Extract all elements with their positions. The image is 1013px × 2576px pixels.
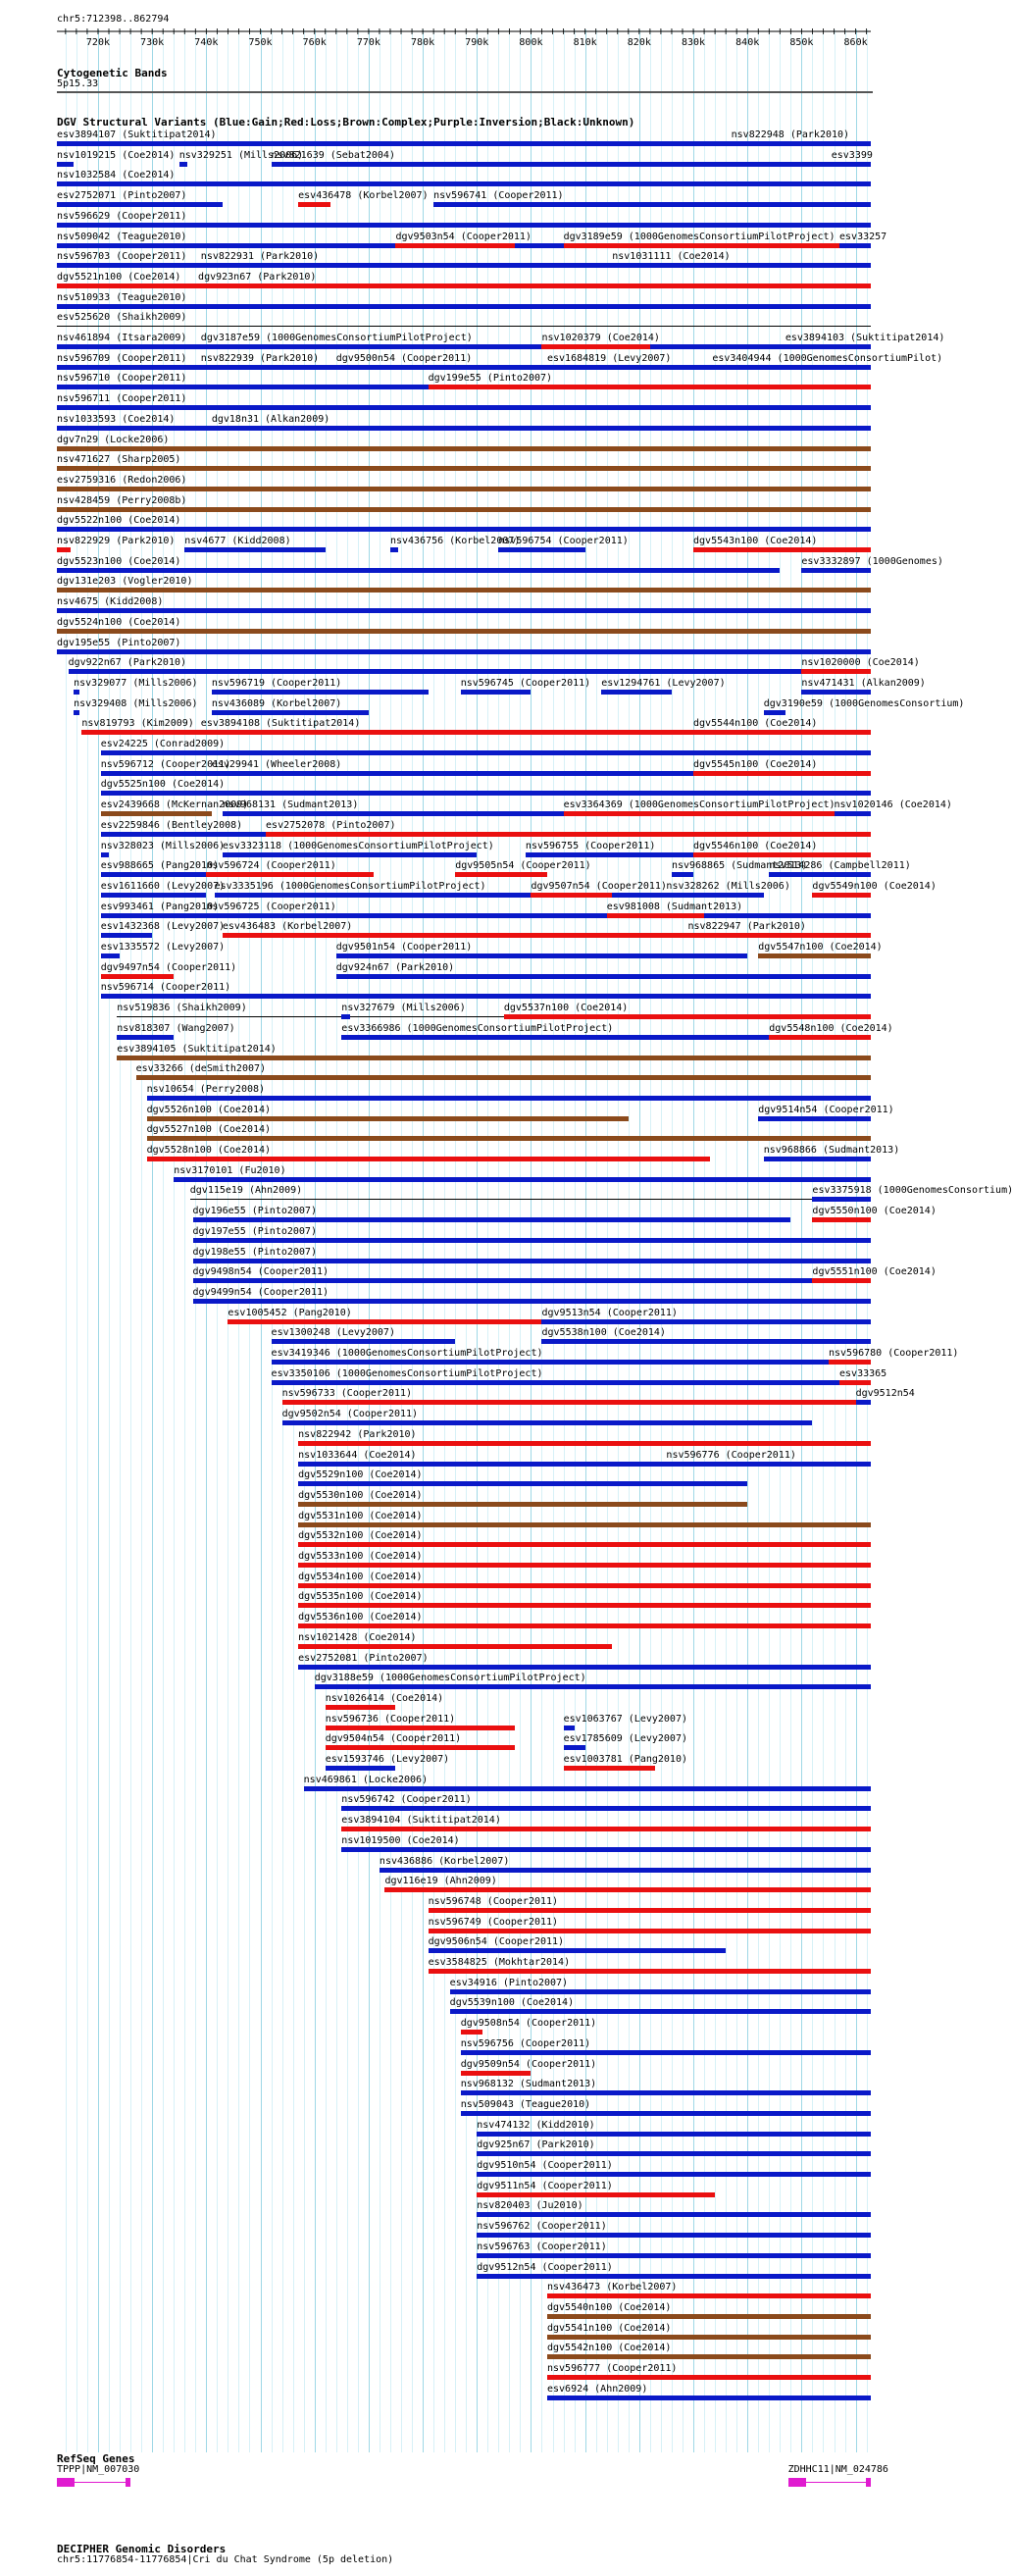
dgv-track-title: DGV Structural Variants (Blue:Gain;Red:Loss;Brown:Complex;Purple:Inversion;Black:Unknown) <box>57 116 635 129</box>
dgv-feature-label[interactable]: dgv9501n54 (Cooper2011) <box>335 942 473 953</box>
dgv-feature-label[interactable]: esv993461 (Pang2010) <box>100 901 220 912</box>
dgv-feature-label[interactable]: esv3323118 (1000GenomesConsortiumPilotProject) <box>222 840 494 851</box>
dgv-feature-label[interactable]: esv3419346 (1000GenomesConsortiumPilotProject) <box>271 1348 543 1359</box>
refseq-gene-exon[interactable] <box>788 2478 806 2487</box>
position-label: chr5:712398..862794 <box>57 14 170 25</box>
refseq-gene-label[interactable]: TPPP|NM_007030 <box>57 2464 140 2475</box>
dgv-feature-label[interactable]: esv1300248 (Levy2007) <box>271 1327 395 1339</box>
dgv-feature-label[interactable]: nsv10654 (Perry2008) <box>146 1083 266 1095</box>
refseq-gene-label[interactable]: ZDHHC11|NM_024786 <box>787 2464 888 2475</box>
dgv-feature-label[interactable]: nsv436886 (Korbel2007) <box>379 1855 510 1867</box>
dgv-feature-label[interactable]: dgv5531n100 (Coe2014) <box>298 1510 423 1521</box>
dgv-feature-label[interactable]: nsv818307 (Wang2007) <box>117 1022 235 1034</box>
dgv-feature-label[interactable]: nsv471627 (Sharp2005) <box>57 454 181 466</box>
dgv-feature-label[interactable]: dgv5547n100 (Coe2014) <box>758 942 883 953</box>
dgv-feature-label[interactable]: nsv596777 (Cooper2011) <box>547 2363 678 2374</box>
dgv-feature-label[interactable]: dgv9510n54 (Cooper2011) <box>477 2160 613 2171</box>
ruler-tick-label: 790k <box>465 37 489 48</box>
dgv-feature-label[interactable]: dgv5538n100 (Coe2014) <box>541 1327 666 1339</box>
dgv-feature-label[interactable]: dgv9497n54 (Cooper2011) <box>100 961 237 973</box>
dgv-feature-label[interactable]: esv1335572 (Levy2007) <box>100 942 226 953</box>
ruler-tick-label: 740k <box>194 37 219 48</box>
dgv-feature-label[interactable]: nsv4677 (Kidd2008) <box>184 536 291 546</box>
dgv-feature-label[interactable]: dgv9513n54 (Cooper2011) <box>541 1307 678 1318</box>
dgv-feature-label[interactable]: dgv9503n54 (Cooper2011) <box>395 231 532 242</box>
dgv-feature-label[interactable]: nsv596776 (Cooper2011) <box>666 1449 796 1461</box>
dgv-feature-label[interactable]: esv3894105 (Suktitipat2014) <box>117 1043 277 1055</box>
dgv-feature-label[interactable]: esv3404944 (1000GenomesConsortiumPilot) <box>712 352 943 364</box>
dgv-feature-label[interactable]: nsv327679 (Mills2006) <box>341 1003 466 1014</box>
dgv-feature-label[interactable]: nsv968866 (Sudmant2013) <box>763 1145 900 1156</box>
dgv-feature-label[interactable]: esv33365 <box>839 1367 887 1379</box>
dgv-feature-label[interactable]: nsv968131 (Sudmant2013) <box>222 799 359 811</box>
dgv-feature-label[interactable]: nsv1026414 (Coe2014) <box>325 1692 444 1704</box>
dgv-feature-label[interactable]: dgv9506n54 (Cooper2011) <box>428 1936 565 1948</box>
dgv-feature-label[interactable]: dgv5524n100 (Coe2014) <box>57 616 181 628</box>
dgv-feature-label[interactable]: dgv5544n100 (Coe2014) <box>693 718 818 730</box>
dgv-feature-label[interactable]: esv3894107 (Suktitipat2014) <box>57 129 217 140</box>
dgv-feature-label[interactable]: dgv3189e59 (1000GenomesConsortiumPilotProject) <box>563 231 836 242</box>
dgv-feature-label[interactable]: nsv436756 (Korbel2007) <box>389 536 521 546</box>
dgv-feature-label[interactable]: esv1063767 (Levy2007) <box>563 1713 687 1725</box>
dgv-feature-label[interactable]: dgv199e55 (Pinto2007) <box>428 373 553 385</box>
dgv-feature-label[interactable]: dgv5530n100 (Coe2014) <box>298 1489 423 1501</box>
dgv-feature-label[interactable]: dgv922n67 (Park2010) <box>68 657 187 669</box>
dgv-feature-label[interactable]: nsv4675 (Kidd2008) <box>57 596 164 608</box>
dgv-feature-label[interactable]: dgv195e55 (Pinto2007) <box>57 637 181 648</box>
dgv-feature-label[interactable]: nsv509043 (Teague2010) <box>460 2098 591 2110</box>
dgv-feature-label[interactable]: dgv5551n100 (Coe2014) <box>812 1266 937 1278</box>
dgv-feature-label[interactable]: nsv1033593 (Coe2014) <box>57 413 176 425</box>
dgv-feature-label[interactable]: dgv5521n100 (Coe2014) <box>57 271 181 283</box>
dgv-feature-label[interactable]: dgv9505n54 (Cooper2011) <box>455 860 591 872</box>
dgv-feature-label[interactable]: dgv5549n100 (Coe2014) <box>812 880 937 892</box>
dgv-feature-label[interactable]: nsv509042 (Teague2010) <box>57 231 187 242</box>
dgv-feature-label[interactable]: esv3894104 (Suktitipat2014) <box>341 1815 501 1827</box>
dgv-feature-label[interactable]: dgv5543n100 (Coe2014) <box>693 536 818 546</box>
dgv-feature-label[interactable]: esv1005452 (Pang2010) <box>228 1307 352 1318</box>
dgv-feature-label[interactable]: nsv819793 (Kim2009) <box>81 718 194 730</box>
dgv-feature-label[interactable]: nsv596748 (Cooper2011) <box>428 1895 559 1907</box>
dgv-feature-label[interactable]: dgv9507n54 (Cooper2011) <box>531 880 667 892</box>
ruler-tick-label: 850k <box>789 37 814 48</box>
dgv-feature-label[interactable]: nsv1021428 (Coe2014) <box>298 1631 417 1643</box>
ruler-tick-label: 800k <box>519 37 543 48</box>
dgv-feature-label[interactable]: nsv596712 (Cooper2011) <box>100 758 231 770</box>
dgv-feature-label[interactable]: nsv596725 (Cooper2011) <box>206 901 336 912</box>
dgv-feature-label[interactable]: nsv596755 (Cooper2011) <box>525 840 656 851</box>
dgv-feature-label[interactable]: nsv428459 (Perry2008b) <box>57 494 187 506</box>
dgv-feature-label[interactable]: dgv5540n100 (Coe2014) <box>547 2301 672 2313</box>
dgv-feature-label[interactable]: esv3335196 (1000GenomesConsortiumPilotProject) <box>214 880 486 892</box>
dgv-feature-label[interactable]: esv3894103 (Suktitipat2014) <box>785 333 945 343</box>
dgv-feature-label[interactable]: dgv9500n54 (Cooper2011) <box>335 352 473 364</box>
ruler-tick-label: 860k <box>843 37 868 48</box>
dgv-feature-label[interactable]: nsv514286 (Campbell2011) <box>769 860 911 872</box>
dgv-feature-label[interactable]: nsv596741 (Cooper2011) <box>433 190 564 202</box>
dgv-feature-label[interactable]: dgv5541n100 (Coe2014) <box>547 2322 672 2334</box>
dgv-feature-label[interactable]: nsv822948 (Park2010) <box>731 129 850 140</box>
dgv-feature-label[interactable]: esv3894108 (Suktitipat2014) <box>200 718 361 730</box>
dgv-feature-label[interactable]: esv24225 (Conrad2009) <box>100 739 226 749</box>
dgv-feature-label[interactable]: nsv822931 (Park2010) <box>200 251 320 263</box>
dgv-feature-label[interactable]: nsv596736 (Cooper2011) <box>325 1713 456 1725</box>
dgv-feature-label[interactable]: dgv9499n54 (Cooper2011) <box>192 1286 329 1298</box>
dgv-feature-label[interactable]: nsv822929 (Park2010) <box>57 536 176 546</box>
ruler-tick-label: 720k <box>85 37 111 48</box>
dgv-feature-label[interactable]: esv3364369 (1000GenomesConsortiumPilotProject) <box>563 799 836 811</box>
dgv-feature-label[interactable]: dgv5523n100 (Coe2014) <box>57 555 181 567</box>
dgv-feature-label[interactable]: esv1432368 (Levy2007) <box>100 921 226 933</box>
dgv-feature-label[interactable]: dgv9498n54 (Cooper2011) <box>192 1266 329 1278</box>
dgv-feature-label[interactable]: nsv329077 (Mills2006) <box>74 677 198 689</box>
dgv-feature-label[interactable]: nsv1020379 (Coe2014) <box>541 333 660 343</box>
dgv-feature-label[interactable]: dgv131e203 (Vogler2010) <box>57 576 193 588</box>
dgv-feature-label[interactable]: nsv3170101 (Fu2010) <box>174 1164 286 1176</box>
dgv-feature-label[interactable]: dgv198e55 (Pinto2007) <box>192 1246 317 1258</box>
dgv-feature-label[interactable]: dgv18n31 (Alkan2009) <box>211 413 330 425</box>
decipher-region: chr5:11776854-11776854|Cri du Chat Syndrome (5p deletion) <box>57 2554 394 2565</box>
dgv-feature-label[interactable]: dgv5536n100 (Coe2014) <box>298 1612 423 1623</box>
dgv-feature-label[interactable]: nsv596754 (Cooper2011) <box>498 536 629 546</box>
dgv-feature-label[interactable]: esv1684819 (Levy2007) <box>547 352 672 364</box>
dgv-feature-label[interactable]: dgv5542n100 (Coe2014) <box>547 2343 672 2354</box>
dgv-feature-label[interactable]: dgv9502n54 (Cooper2011) <box>281 1409 419 1420</box>
dgv-feature-label[interactable]: esv2752071 (Pinto2007) <box>57 190 187 202</box>
ruler-tick-label: 840k <box>735 37 760 48</box>
dgv-feature-label[interactable]: esv981008 (Sudmant2013) <box>606 901 743 912</box>
dgv-feature-label[interactable]: nsv596724 (Cooper2011) <box>206 860 336 872</box>
dgv-feature-label[interactable]: esv436483 (Korbel2007) <box>222 921 353 933</box>
dgv-feature-label[interactable]: dgv7n29 (Locke2006) <box>57 434 170 445</box>
dgv-feature-label[interactable]: nsv968865 (Sudmant2013) <box>671 860 808 872</box>
dgv-feature-label[interactable]: dgv5539n100 (Coe2014) <box>449 1997 575 2009</box>
dgv-feature-label[interactable]: dgv5525n100 (Coe2014) <box>100 779 226 791</box>
dgv-feature-label[interactable]: dgv9512n54 <box>855 1388 915 1400</box>
dgv-feature-label[interactable]: nsv596763 (Cooper2011) <box>477 2241 607 2252</box>
dgv-feature-label[interactable]: nsv469861 (Locke2006) <box>303 1774 429 1785</box>
dgv-feature-label[interactable]: nsv519836 (Shaikh2009) <box>117 1003 247 1014</box>
dgv-feature-label[interactable]: esv1611660 (Levy2007) <box>100 880 226 892</box>
dgv-feature-label[interactable]: nsv596749 (Cooper2011) <box>428 1916 559 1928</box>
dgv-feature-label[interactable]: nsv822942 (Park2010) <box>298 1428 417 1440</box>
dgv-feature-label[interactable]: nsv1020146 (Coe2014) <box>834 799 952 811</box>
dgv-feature-label[interactable]: nsv328262 (Mills2006) <box>666 880 790 892</box>
dgv-feature-label[interactable]: nsv596709 (Cooper2011) <box>57 352 187 364</box>
dgv-feature-label[interactable]: esv2759316 (Redon2006) <box>57 474 187 486</box>
dgv-feature-label[interactable]: dgv924n67 (Park2010) <box>335 961 455 973</box>
dgv-feature-label[interactable]: nsv1032584 (Coe2014) <box>57 170 176 181</box>
dgv-feature-label[interactable]: nsv596710 (Cooper2011) <box>57 373 187 385</box>
dgv-feature-label[interactable]: dgv5550n100 (Coe2014) <box>812 1206 937 1217</box>
dgv-feature-label[interactable]: dgv9512n54 (Cooper2011) <box>477 2261 613 2273</box>
dgv-feature-label[interactable]: dgv5522n100 (Coe2014) <box>57 515 181 527</box>
dgv-feature-label[interactable]: dgv9504n54 (Cooper2011) <box>325 1733 462 1745</box>
dgv-feature-label[interactable]: nsv822947 (Park2010) <box>687 921 806 933</box>
ruler-tick-label: 830k <box>681 37 706 48</box>
decipher-title: DECIPHER Genomic Disorders <box>57 2543 227 2555</box>
ruler-tick-label: 820k <box>627 37 651 48</box>
dgv-feature-label[interactable]: nsv1031111 (Coe2014) <box>612 251 731 263</box>
dgv-feature-label[interactable]: nsv596745 (Cooper2011) <box>460 677 591 689</box>
dgv-feature-label[interactable]: dgv5533n100 (Coe2014) <box>298 1551 423 1562</box>
refseq-gene-exon[interactable] <box>866 2478 871 2487</box>
dgv-feature-label[interactable]: dgv925n67 (Park2010) <box>477 2139 595 2151</box>
dgv-feature-label[interactable]: dgv9511n54 (Cooper2011) <box>477 2180 613 2191</box>
dgv-feature-label[interactable]: dgv5529n100 (Coe2014) <box>298 1469 423 1481</box>
dgv-feature-label[interactable]: esv3366986 (1000GenomesConsortiumPilotProject) <box>341 1022 614 1034</box>
dgv-feature-label[interactable]: nsv328023 (Mills2006) <box>100 840 226 851</box>
dgv-feature-label[interactable]: nsv596703 (Cooper2011) <box>57 251 187 263</box>
dgv-feature-label[interactable]: dgv5535n100 (Coe2014) <box>298 1591 423 1603</box>
dgv-feature-label[interactable]: dgv923n67 (Park2010) <box>198 271 317 283</box>
dgv-feature-label[interactable]: esv988665 (Pang2010) <box>100 860 220 872</box>
dgv-feature-label[interactable]: dgv197e55 (Pinto2007) <box>192 1225 317 1237</box>
dgv-feature-label[interactable]: dgv9508n54 (Cooper2011) <box>460 2018 597 2030</box>
dgv-feature-label[interactable]: esv3350106 (1000GenomesConsortiumPilotProject) <box>271 1367 543 1379</box>
dgv-feature-label[interactable]: esv2259846 (Bentley2008) <box>100 819 243 831</box>
dgv-feature-label[interactable]: dgv116e19 (Ahn2009) <box>384 1876 497 1887</box>
dgv-feature-label[interactable]: esv34916 (Pinto2007) <box>449 1977 569 1988</box>
dgv-feature-label[interactable]: dgv115e19 (Ahn2009) <box>189 1185 303 1197</box>
dgv-feature-label[interactable]: nsv471431 (Alkan2009) <box>801 677 926 689</box>
refseq-title: RefSeq Genes <box>57 2452 135 2465</box>
dgv-feature-label[interactable]: esv3399 <box>831 149 873 161</box>
dgv-feature-label[interactable]: nsv474132 (Kidd2010) <box>477 2119 595 2131</box>
dgv-feature-label[interactable]: nsv821639 (Sebat2004) <box>271 149 395 161</box>
dgv-feature-label[interactable]: nsv596719 (Cooper2011) <box>211 677 342 689</box>
dgv-feature-label[interactable]: esv33257 <box>839 231 887 242</box>
dgv-feature-label[interactable]: esv1785609 (Levy2007) <box>563 1733 687 1745</box>
dgv-feature-label[interactable]: nsv329408 (Mills2006) <box>74 697 198 709</box>
dgv-feature-label[interactable]: dgv5545n100 (Coe2014) <box>693 758 818 770</box>
dgv-feature-label[interactable]: nsv436089 (Korbel2007) <box>211 697 342 709</box>
dgv-feature-label[interactable]: dgv5527n100 (Coe2014) <box>146 1124 272 1136</box>
dgv-feature-label[interactable]: dgv5528n100 (Coe2014) <box>146 1145 272 1156</box>
ruler-tick-label: 760k <box>302 37 327 48</box>
dgv-feature-label[interactable]: nsv461894 (Itsara2009) <box>57 333 187 343</box>
dgv-feature-label[interactable]: nsv968132 (Sudmant2013) <box>460 2079 597 2090</box>
refseq-gene-exon[interactable] <box>126 2478 130 2487</box>
ruler-tick-label: 750k <box>248 37 273 48</box>
dgv-feature-label[interactable]: dgv5532n100 (Coe2014) <box>298 1530 423 1542</box>
dgv-feature-label[interactable]: dgv196e55 (Pinto2007) <box>192 1206 317 1217</box>
dgv-feature-label[interactable]: esv2439668 (McKernan2009) <box>100 799 249 811</box>
dgv-feature-label[interactable]: nsv596756 (Cooper2011) <box>460 2037 591 2049</box>
dgv-feature-label[interactable]: dgv3188e59 (1000GenomesConsortiumPilotProject) <box>314 1673 586 1684</box>
dgv-feature-label[interactable]: dgv3187e59 (1000GenomesConsortiumPilotProject) <box>200 333 473 343</box>
dgv-feature-label[interactable]: esv1003781 (Pang2010) <box>563 1754 687 1765</box>
dgv-feature-label[interactable]: esv1593746 (Levy2007) <box>325 1754 450 1765</box>
dgv-feature-label[interactable]: esv2752078 (Pinto2007) <box>266 819 396 831</box>
dgv-feature-label[interactable]: esv6924 (Ahn2009) <box>547 2383 648 2395</box>
dgv-feature-label[interactable]: nsv510933 (Teague2010) <box>57 291 187 303</box>
cytoband-title: Cytogenetic Bands <box>57 67 168 79</box>
dgv-feature-label[interactable]: nsv1033644 (Coe2014) <box>298 1449 417 1461</box>
dgv-feature-label[interactable]: nsv596629 (Cooper2011) <box>57 210 187 222</box>
dgv-feature-label[interactable]: esv3584825 (Mokhtar2014) <box>428 1957 571 1968</box>
dgv-feature-label[interactable]: nsv596780 (Cooper2011) <box>828 1348 959 1359</box>
dgv-feature-label[interactable]: nsv822939 (Park2010) <box>200 352 320 364</box>
dgv-feature-label[interactable]: esv3375918 (1000GenomesConsortium) <box>812 1185 1013 1197</box>
dgv-feature-label[interactable]: nsv596762 (Cooper2011) <box>477 2221 607 2233</box>
dgv-feature-label[interactable]: nsv1020000 (Coe2014) <box>801 657 920 669</box>
dgv-feature-label[interactable]: esv1294761 (Levy2007) <box>601 677 726 689</box>
dgv-feature-label[interactable]: dgv5548n100 (Coe2014) <box>769 1022 893 1034</box>
dgv-feature-label[interactable]: dgv5526n100 (Coe2014) <box>146 1104 272 1115</box>
dgv-feature-label[interactable]: nsv329251 (Mills2006) <box>178 149 304 161</box>
dgv-feature-label[interactable]: dgv5537n100 (Coe2014) <box>503 1003 629 1014</box>
ruler-tick-label: 810k <box>573 37 597 48</box>
dgv-feature-label[interactable]: nsv596714 (Cooper2011) <box>100 982 231 994</box>
dgv-feature-label[interactable]: esv29941 (Wheeler2008) <box>211 758 342 770</box>
dgv-feature-label[interactable]: dgv5534n100 (Coe2014) <box>298 1571 423 1582</box>
dgv-feature-label[interactable]: esv525620 (Shaikh2009) <box>57 312 187 324</box>
dgv-feature-label[interactable]: esv2752081 (Pinto2007) <box>298 1652 429 1664</box>
dgv-feature-label[interactable]: nsv820403 (Ju2010) <box>477 2200 583 2212</box>
ruler-tick-label: 730k <box>140 37 165 48</box>
dgv-feature-label[interactable]: nsv596742 (Cooper2011) <box>341 1794 472 1806</box>
dgv-feature-label[interactable]: esv33266 (deSmith2007) <box>135 1063 267 1075</box>
dgv-feature-label[interactable]: nsv596711 (Cooper2011) <box>57 393 187 405</box>
dgv-feature-label[interactable]: dgv9509n54 (Cooper2011) <box>460 2058 597 2070</box>
dgv-feature-label[interactable]: esv436478 (Korbel2007) <box>298 190 429 202</box>
dgv-feature-label[interactable]: dgv5546n100 (Coe2014) <box>693 840 818 851</box>
dgv-feature-label[interactable]: nsv1019215 (Coe2014) <box>57 149 176 161</box>
cytoband-label: 5p15.33 <box>57 78 99 89</box>
refseq-gene-exon[interactable] <box>57 2478 75 2487</box>
dgv-feature-label[interactable]: dgv3190e59 (1000GenomesConsortium) <box>763 697 965 709</box>
dgv-feature-label[interactable]: dgv9514n54 (Cooper2011) <box>758 1104 894 1115</box>
dgv-feature-label[interactable]: nsv436473 (Korbel2007) <box>547 2282 678 2293</box>
dgv-feature-label[interactable]: esv3332897 (1000Genomes) <box>801 555 943 567</box>
dgv-feature-label[interactable]: nsv596733 (Cooper2011) <box>281 1388 413 1400</box>
ruler-tick-label: 780k <box>411 37 435 48</box>
dgv-feature-label[interactable]: nsv1019500 (Coe2014) <box>341 1834 460 1846</box>
ruler-tick-label: 770k <box>356 37 380 48</box>
